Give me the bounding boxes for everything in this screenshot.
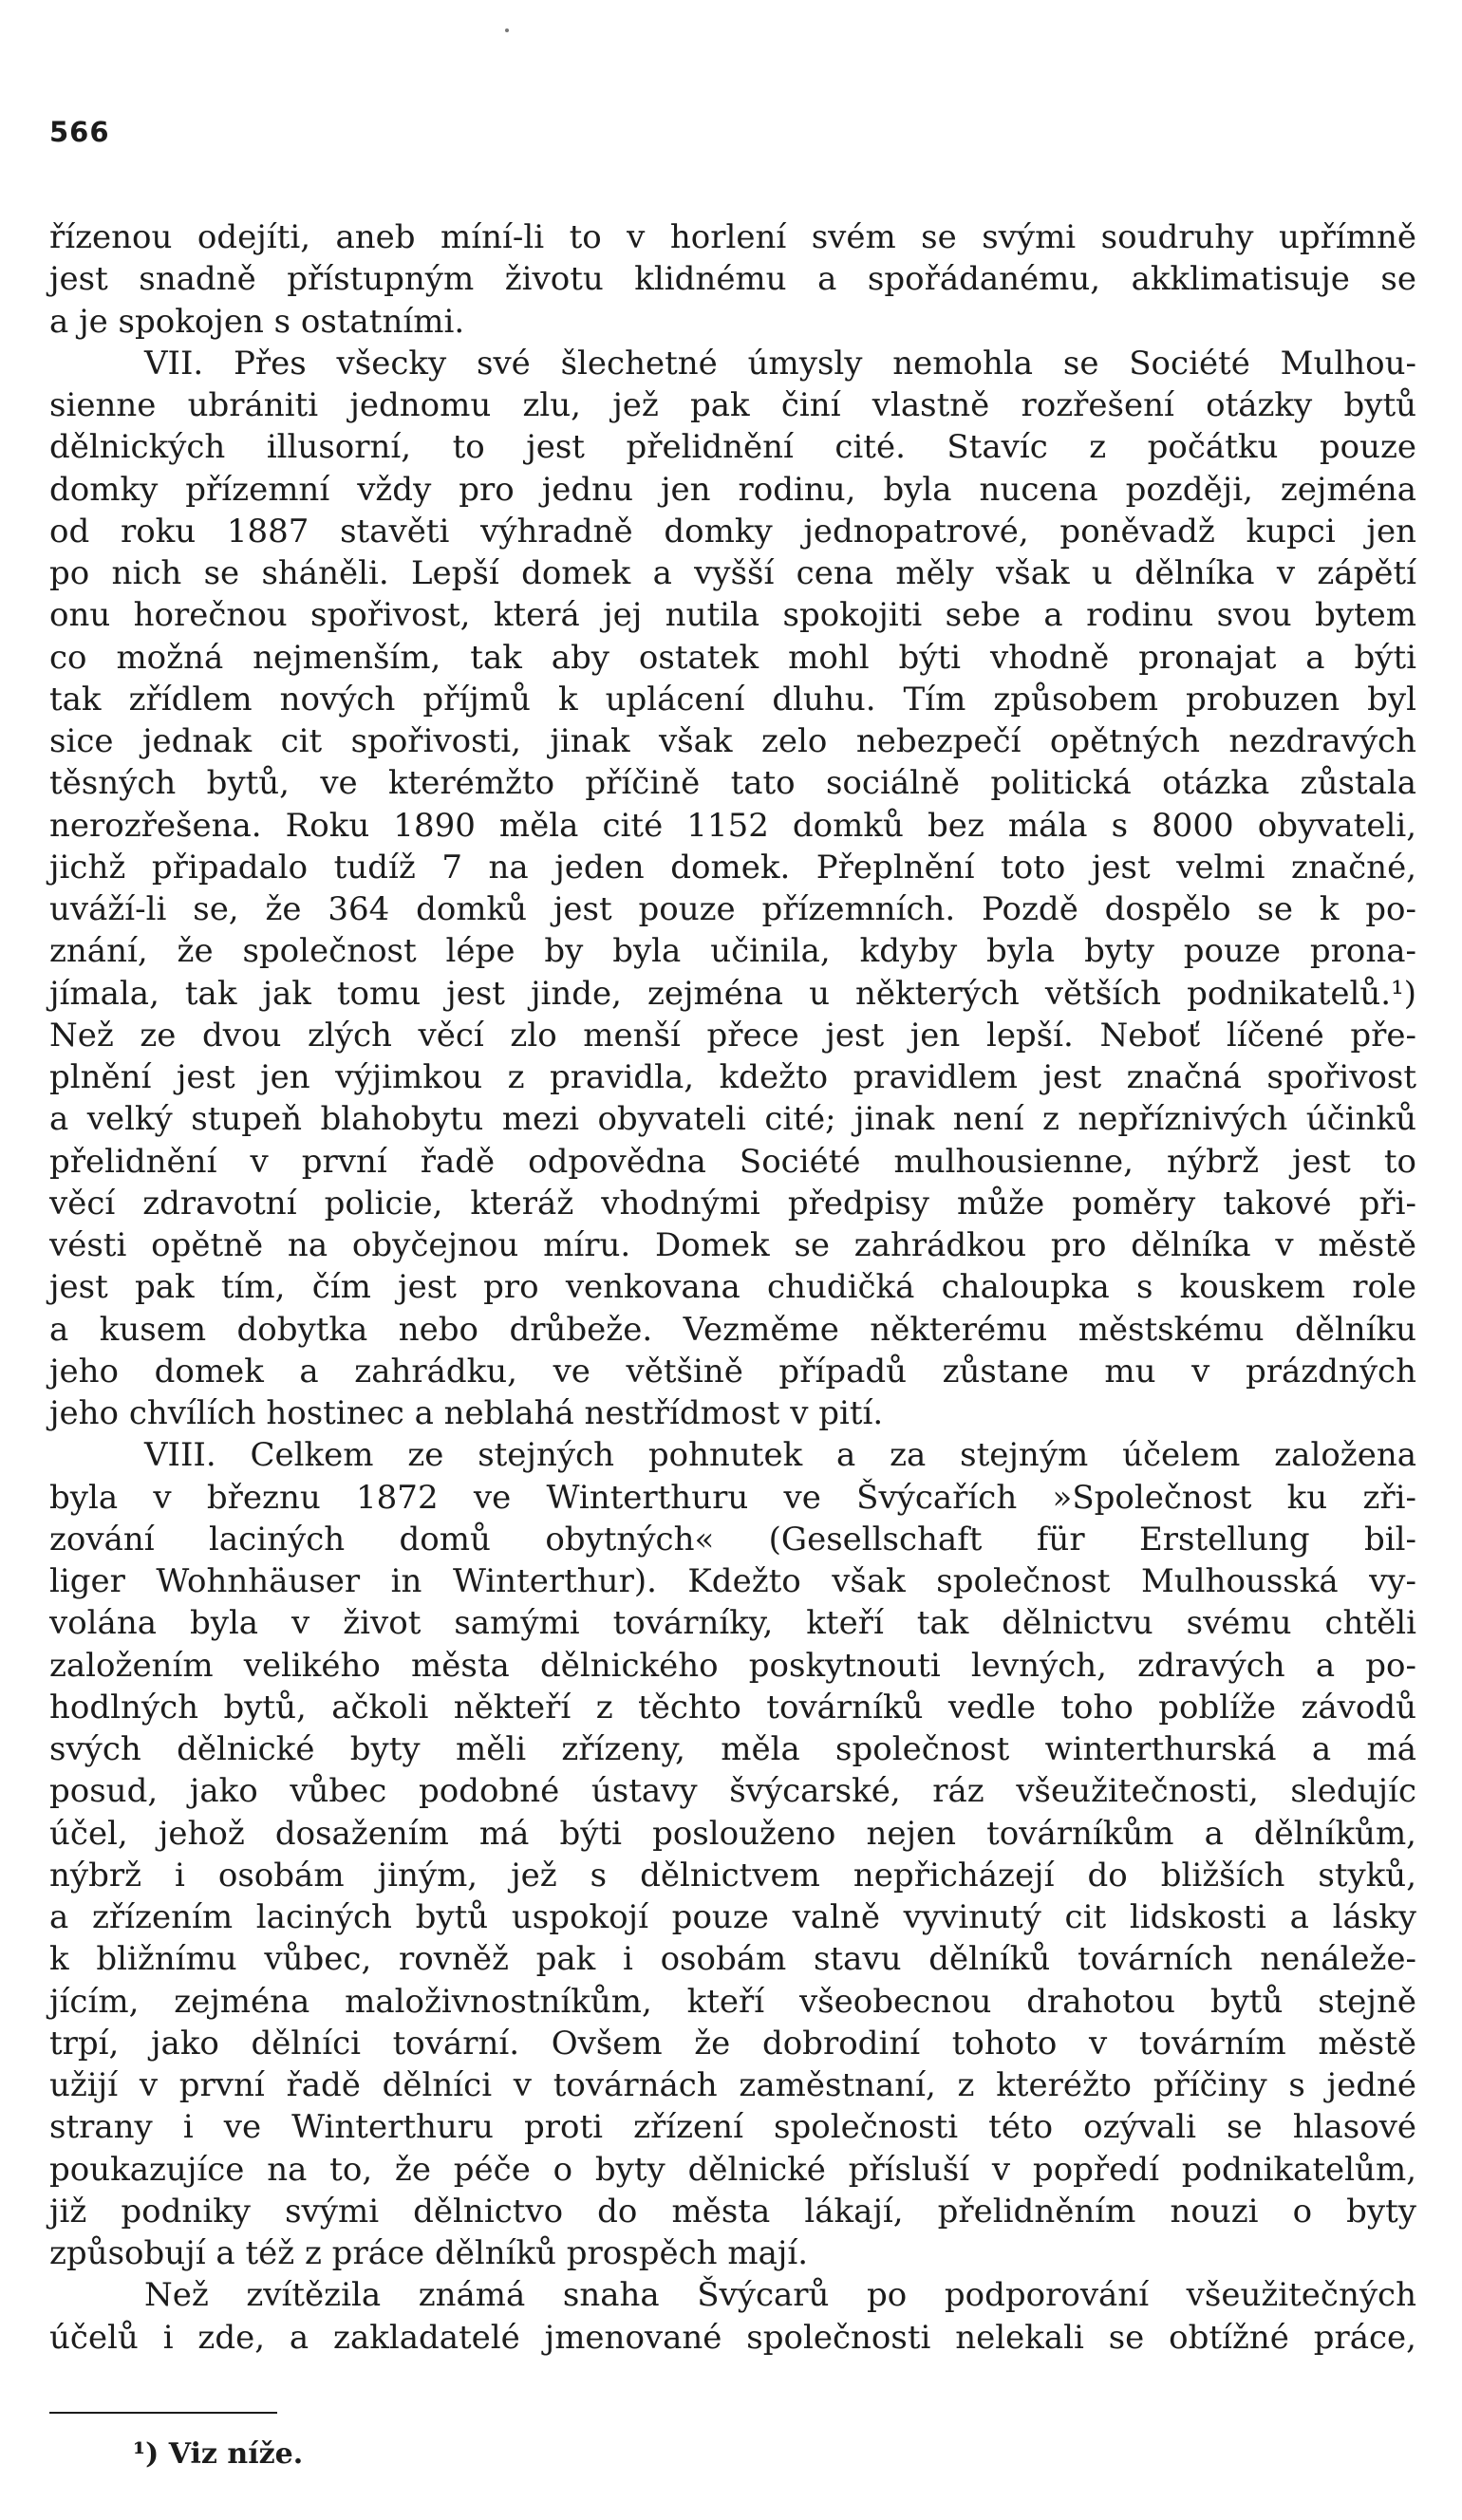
text-line: strany i ve Winterthuru proti zřízení společnosti této ozývali se hlasové <box>49 2108 1416 2147</box>
text-line: liger Wohnhäuser in Winterthur). Kdežto však společnost Mulhousská vy- <box>49 1562 1416 1600</box>
page-number: 566 <box>49 116 110 148</box>
text-line: poukazujíce na to, že péče o byty dělnické přísluší v popředí podnikatelům, <box>49 2150 1416 2189</box>
text-line: zování laciných domů obytných« (Gesellschaft für Erstellung bil- <box>49 1520 1416 1559</box>
text-line: onu horečnou spořivost, která jej nutila spokojiti sebe a rodinu svou bytem <box>49 596 1416 635</box>
text-line: sice jednak cit spořivosti, jinak však zelo nebezpečí opětných nezdravých <box>49 722 1416 760</box>
text-line: jest pak tím, čím jest pro venkovana chudičká chaloupka s kouskem role <box>49 1268 1416 1307</box>
text-line: posud, jako vůbec podobné ústavy švýcarské, ráz všeužitečnosti, sledujíc <box>49 1772 1416 1811</box>
text-line: trpí, jako dělníci tovární. Ovšem že dobrodiní tohoto v továrním městě <box>49 2024 1416 2063</box>
text-line: vésti opětně na obyčejnou míru. Domek se zahrádkou pro dělníka v městě <box>49 1226 1416 1264</box>
footnote: ¹) Viz níže. <box>133 2437 304 2471</box>
text-line: nýbrž i osobám jiným, jež s dělnictvem nepřicházejí do bližších styků, <box>49 1856 1416 1895</box>
text-line: Než ze dvou zlých věcí zlo menší přece jest jen lepší. Neboť líčené pře- <box>49 1016 1416 1055</box>
text-line: VII. Přes všecky své šlechetné úmysly nemohla se Société Mulhou- <box>144 344 1416 383</box>
text-line: těsných bytů, ve kterémžto příčině tato sociálně politická otázka zůstala <box>49 764 1416 803</box>
text-line: a velký stupeň blahobytu mezi obyvateli cité; jinak není z nepříznivých účinků <box>49 1100 1416 1139</box>
text-line: přelidnění v první řadě odpovědna Société mulhousienne, nýbrž jest to <box>49 1142 1416 1181</box>
text-line: jest snadně přístupným životu klidnému a spořádanému, akklimatisuje se <box>49 260 1416 299</box>
body-text <box>49 216 1416 2359</box>
text-line: způsobují a též z práce dělníků prospěch mají. <box>49 2234 809 2272</box>
scan-speck <box>505 28 509 32</box>
text-line: svých dělnické byty měli zřízeny, měla společnost winterthurská a má <box>49 1730 1416 1768</box>
text-line: a zřízením laciných bytů uspokojí pouze valně vyvinutý cit lidskosti a lásky <box>49 1898 1416 1936</box>
text-line: jeho chvílích hostinec a neblahá nestřídmost v pití. <box>49 1394 884 1432</box>
text-line: jícím, zejména maloživnostníkům, kteří všeobecnou drahotou bytů stejně <box>49 1982 1416 2021</box>
text-line: a kusem dobytka nebo drůbeže. Vezměme některému městskému dělníku <box>49 1310 1416 1349</box>
text-line: účelů i zde, a zakladatelé jmenované společnosti nelekali se obtížné práce, <box>49 2318 1416 2357</box>
text-line: jímala, tak jak tomu jest jinde, zejména u některých větších podnikatelů.¹) <box>49 974 1416 1013</box>
text-line: byla v březnu 1872 ve Winterthuru ve Švýcařích »Společnost ku zři- <box>49 1478 1416 1517</box>
text-line: od roku 1887 stavěti výhradně domky jednopatrové, poněvadž kupci jen <box>49 512 1416 551</box>
text-line: co možná nejmenším, tak aby ostatek mohl býti vhodně pronajat a býti <box>49 638 1416 677</box>
text-line: jeho domek a zahrádku, ve většině případů zůstane mu v prázdných <box>49 1352 1416 1391</box>
text-line: k bližnímu vůbec, rovněž pak i osobám stavu dělníků továrních nenáleže- <box>49 1940 1416 1979</box>
text-line: znání, že společnost lépe by byla učinila, kdyby byla byty pouze prona- <box>49 932 1416 971</box>
text-line: domky přízemní vždy pro jednu jen rodinu, byla nucena později, zejména <box>49 470 1416 509</box>
text-line: hodlných bytů, ačkoli někteří z těchto továrníků vedle toho poblíže závodů <box>49 1688 1416 1727</box>
text-line: VIII. Celkem ze stejných pohnutek a za stejným účelem založena <box>144 1436 1416 1475</box>
text-line: po nich se sháněli. Lepší domek a vyšší cena měly však u dělníka v zápětí <box>49 554 1416 592</box>
text-line: plnění jest jen výjimkou z pravidla, kdežto pravidlem jest značná spořivost <box>49 1058 1416 1096</box>
text-line: tak zřídlem nových příjmů k uplácení dluhu. Tím způsobem probuzen byl <box>49 680 1416 719</box>
text-line: jichž připadalo tudíž 7 na jeden domek. Přeplnění toto jest velmi značné, <box>49 848 1416 887</box>
text-line: nerozřešena. Roku 1890 měla cité 1152 domků bez mála s 8000 obyvateli, <box>49 806 1416 845</box>
text-line: a je spokojen s ostatními. <box>49 302 465 341</box>
text-line: sienne ubrániti jednomu zlu, jež pak činí vlastně rozřešení otázky bytů <box>49 386 1416 424</box>
text-line: uváží-li se, že 364 domků jest pouze přízemních. Pozdě dospělo se k po- <box>49 890 1416 928</box>
text-line: účel, jehož dosažením má býti poslouženo nejen továrníkům a dělníkům, <box>49 1814 1416 1853</box>
footnote-divider <box>49 2412 277 2414</box>
text-line: již podniky svými dělnictvo do města lákají, přelidněním nouzi o byty <box>49 2192 1416 2231</box>
text-line: volána byla v život samými továrníky, kteří tak dělnictvu svému chtěli <box>49 1604 1416 1643</box>
text-line: založením velikého města dělnického poskytnouti levných, zdravých a po- <box>49 1646 1416 1685</box>
text-line: Než zvítězila známá snaha Švýcarů po podporování všeužitečných <box>144 2276 1416 2315</box>
text-line: užijí v první řadě dělníci v továrnách zaměstnaní, z kteréžto příčiny s jedné <box>49 2066 1416 2104</box>
text-line: věcí zdravotní policie, kteráž vhodnými předpisy může poměry takové při- <box>49 1184 1416 1223</box>
text-line: řízenou odejíti, aneb míní-li to v horlení svém se svými soudruhy upřímně <box>49 218 1416 256</box>
text-line: dělnických illusorní, to jest přelidnění cité. Stavíc z počátku pouze <box>49 428 1416 467</box>
